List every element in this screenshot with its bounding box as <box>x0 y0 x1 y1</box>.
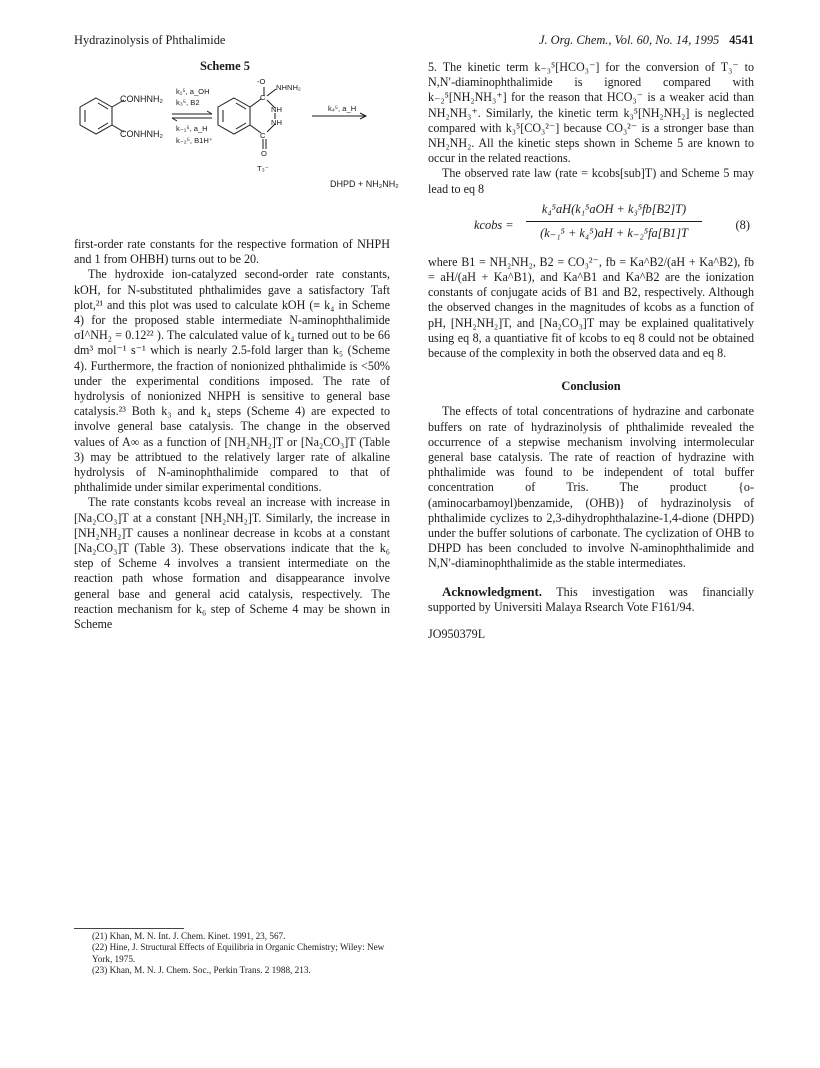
equation-denominator: (k₋₁⁵ + k₄⁵)aH + k₋₂⁵fa[B1]T <box>540 226 688 241</box>
left-paragraph-3: The rate constants kcobs reveal an increase with increase in [Na₂CO₃]T at a constant [NH₂NH₂]T. Similarly, the increase in [NH₂NH₂]T causes a nonlinear decrease in kcobs at a constant [Na₂CO₃]T (Table 3). These observations indicate that the k₆ step of Scheme 4 involves a transient intermediate on the reaction path whose formation and disappearance involve general base and general acid catalysis, respectively. The reaction mechanism for k₆ step of Scheme 4 may be shown in Scheme <box>74 495 390 632</box>
forward-rate-1: k₁⁵, a_OH <box>176 87 210 96</box>
page-number: 4541 <box>729 33 754 47</box>
acknowledgment-text: This investigation was financially supported by Universiti Malaya Rsearch Vote F161/94. <box>428 584 754 614</box>
products: DHPD + NH₂NH₂ <box>330 179 399 189</box>
left-paragraph-2: The hydroxide ion-catalyzed second-order rate constants, kOH, for N-substituted phthalimides gave a satisfactory Taft plot,²¹ and this plot was used to calculate kOH (≡ k₄ in Scheme 4) for the proposed stable intermediate N-aminophthalimide σI^NH₂ = 0.12²² ). The calculated value of k₄ turned out to be 66 dm³ mol⁻¹ s⁻¹ which is nearly 2.5-fold larger than k₅ (Scheme 4). Furthermore, the fraction of nonionized phthalimide is <50% under the experimental conditions imposed. The rate of hydrolysis of nonionized NHPH is sensitive to general base catalysis.²³ Both k₃ and k₄ steps (Scheme 4) are expected to involve general base catalysis. The change in the observed values of A∞ as a function of [NH₂NH₂]T or [Na₂CO₃]T (Table 3) may be attribtued to the relatively larger rate of alkaline hydrolysis of N-aminophthalimide compared to that of phthalimide under similar experimental conditions. <box>74 267 390 495</box>
left-paragraph-1: first-order rate constants for the respective formation of NHPH and 1 from OHBH) turns out to be 20. <box>74 237 390 267</box>
right-paragraph-1: 5. The kinetic term k₋₃⁵[HCO₃⁻] for the conversion of T₃⁻ to N,N′-diaminophthalimide is ignored compared with k₋₂⁵[NH₂NH₃⁺] for the reason that HCO₃⁻ is a weaker acid than NH₂NH₃⁺. Similarly, the kinetic term k₃⁵[NH₂NH₂] is neglected compared with k₃⁵[CO₃²⁻] because CO₃²⁻ is a stronger base than NH₂NH₂. All the kinetic steps shown in Scheme 5 are known to occur in the related reactions. <box>428 60 754 166</box>
intermediate-nhnh2: NHNH₂ <box>276 83 301 92</box>
product-arrow-label: k₄⁵, a_H <box>328 104 357 113</box>
intermediate-nh-2: NH <box>271 118 282 127</box>
right-paragraph-2: The observed rate law (rate = kcobs[sub]T) and Scheme 5 may lead to eq 8 <box>428 166 754 196</box>
left-column <box>74 237 390 632</box>
reverse-rate-1: k₋₁⁵, a_H <box>176 124 208 133</box>
footnotes <box>74 931 400 977</box>
scheme-5 <box>74 56 400 232</box>
scheme-drawing <box>74 56 400 232</box>
scheme-title: Scheme 5 <box>200 59 250 73</box>
intermediate-o-minus: -O <box>257 77 266 86</box>
left-group-bottom: CONHNH₂ <box>120 129 163 139</box>
intermediate-carbonyl-o: O <box>261 149 267 158</box>
right-paragraph-3: where B1 = NH₂NH₂, B2 = CO₃²⁻, fb = Ka^B2/(aH + Ka^B2), fb = aH/(aH + Ka^B1), and Ka^B1 and Ka^B2 are the ionization constants of conjugate acids of B1 and B2, respectively. Although the observed changes in the magnitudes of kcobs as a function of pH, [NH₂NH₂]T, and [Na₂CO₃]T may be explained qualitatively using eq 8, a quantiative fit of kcobs to eq 8 could not be obtained because of the complexity in both the observed data and eq 8. <box>428 254 754 361</box>
forward-rate-2: k₃⁵, B2 <box>176 98 200 107</box>
equation-lhs: kcobs = <box>474 217 514 232</box>
left-group-top: CONHNH₂ <box>120 94 163 104</box>
running-title: Hydrazinolysis of Phthalimide <box>74 33 226 47</box>
right-column <box>428 60 754 642</box>
manuscript-code: JO950379L <box>428 627 486 642</box>
footnote-rule <box>74 928 184 929</box>
journal-citation: J. Org. Chem., Vol. 60, No. 14, 1995 4541 <box>538 33 754 47</box>
equation-fraction <box>526 202 702 241</box>
footnote-21: (21) Khan, M. N. Int. J. Chem. Kinet. 1991, 23, 567. <box>92 931 286 941</box>
intermediate-c-top: C <box>260 93 266 102</box>
footnote-22: (22) Hine, J. Structural Effects of Equilibria in Organic Chemistry; Wiley: New York, 1975. <box>92 942 385 964</box>
equation-numerator: k₄⁵aH(k₁⁵aOH + k₃⁵fb[B2]T) <box>526 202 702 222</box>
running-header <box>74 33 754 51</box>
intermediate-label: T₃⁻ <box>257 164 269 173</box>
conclusion-paragraph: The effects of total concentrations of hydrazine and carbonate buffers on rate of hydrazinolysis of phthalimide revealed the occurrence of a stepwise mechanism involving intermolecular general base catalysis. The rate of reaction of hydrazine with phthalimide was found to be independent of total buffer concentration of Tris. The product {o-(aminocarbamoyl)benzamide, (OHB)} of hydrazinolysis of phthalimide cyclizes to 2,3-dihydrophthalazine-1,4-dione (DHPD) under the buffer solutions of carbonate. The cyclization of OHB to DHPD has been concluded to involve N-aminophthalimide and N,N′-diaminophthalimide as the stable intermediates. <box>428 404 754 571</box>
footnote-23: (23) Khan, M. N. J. Chem. Soc., Perkin Trans. 2 1988, 213. <box>92 965 311 976</box>
conclusion-heading: Conclusion <box>561 379 621 394</box>
equation-number: (8) <box>735 217 750 232</box>
reverse-rate-2: k₋₂⁵, B1H⁺ <box>176 136 213 145</box>
equation-8 <box>428 201 754 251</box>
acknowledgment-heading: Acknowledgment. <box>442 583 543 599</box>
intermediate-c-bottom: C <box>260 131 266 140</box>
acknowledgment <box>428 584 754 615</box>
intermediate-nh-1: NH <box>271 105 282 114</box>
